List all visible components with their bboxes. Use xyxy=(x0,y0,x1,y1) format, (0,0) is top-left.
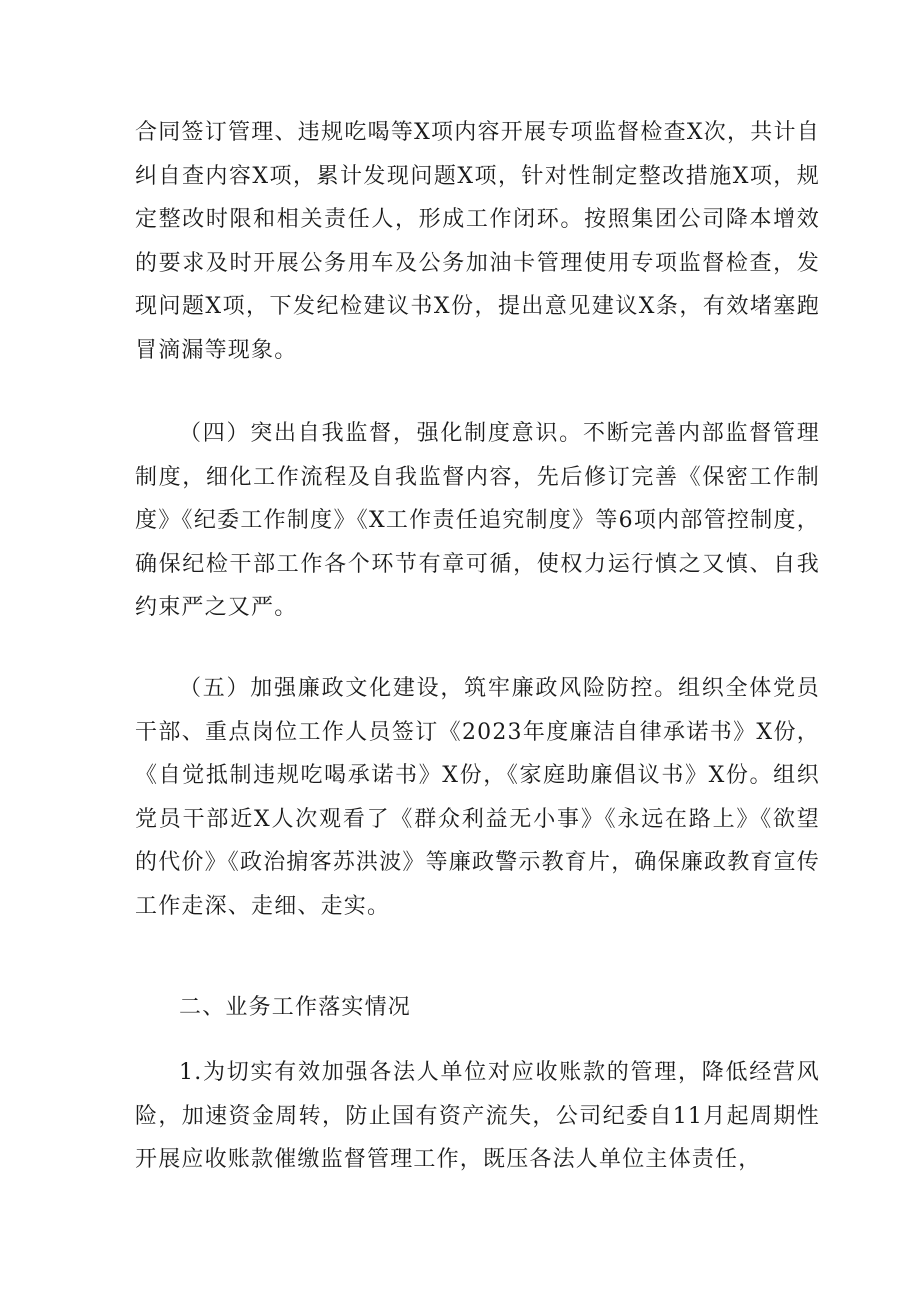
paragraph-integrity-culture: （五）加强廉政文化建设，筑牢廉政风险防控。组织全体党员干部、重点岗位工作人员签订《2023年度廉洁自律承诺书》X份，《自觉抵制违规吃喝承诺书》X份，《家庭助廉倡议书》X份。组织党员干部近X人次观看了《群众利益无小事》《永远在路上》《欲望的代价》《政治掮客苏洪波》等廉政警示教育片，确保廉政教育宣传工作走深、走细、走实。 xyxy=(135,676,821,919)
paragraph-self-supervision: （四）突出自我监督，强化制度意识。不断完善内部监督管理制度，细化工作流程及自我监督内容，先后修订完善《保密工作制度》《纪委工作制度》《X工作责任追究制度》等6项内部管控制度，确保纪检干部工作各个环节有章可循，使权力运行慎之又慎、自我约束严之又严。 xyxy=(135,421,820,620)
section-heading-business-work: 二、业务工作落实情况 xyxy=(179,995,412,1020)
paragraph-receivables-management: 1.为切实有效加强各法人单位对应收账款的管理，降低经营风险，加速资金周转，防止国有资产流失，公司纪委自11月起周期性开展应收账款催缴监督管理工作，既压各法人单位主体责任， xyxy=(135,1060,820,1172)
paragraph-supervision-checks: 合同签订管理、违规吃喝等X项内容开展专项监督检查X次，共计自纠自查内容X项，累计发现问题X项，针对性制定整改措施X项，规定整改时限和相关责任人，形成工作闭环。按照集团公司降本增效的要求及时开展公务用车及公务加油卡管理使用专项监督检查，发现问题X项，下发纪检建议书X份，提出意见建议X条，有效堵塞跑冒滴漏等现象。 xyxy=(135,120,820,363)
